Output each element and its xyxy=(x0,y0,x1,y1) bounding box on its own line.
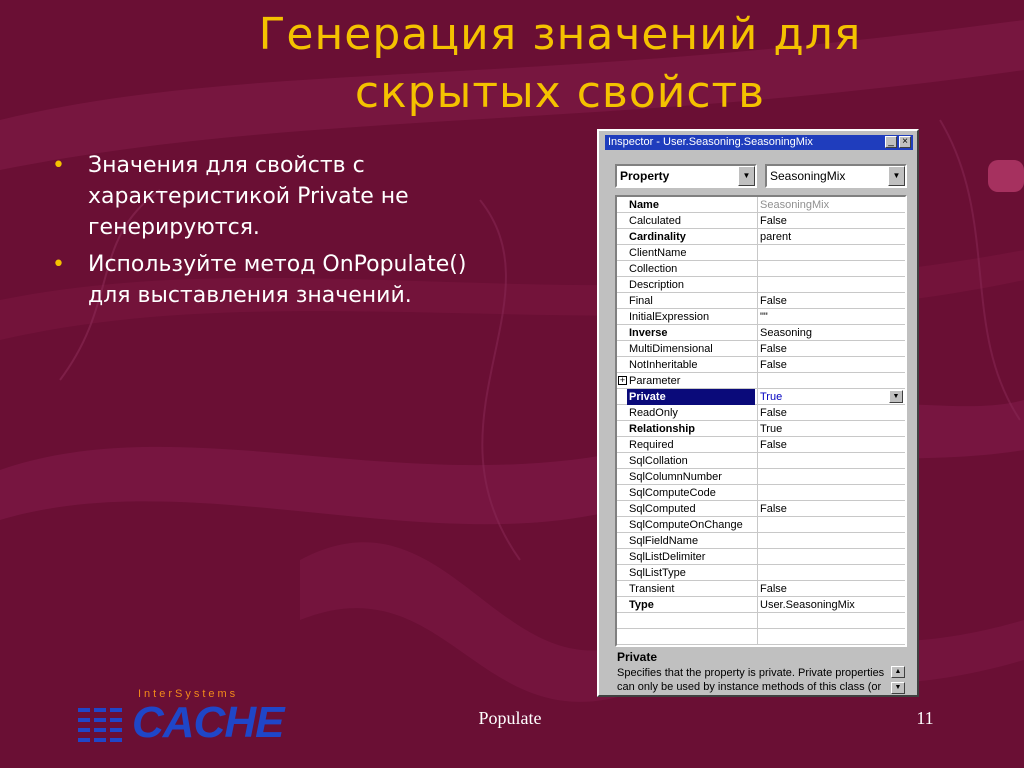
slide-title-line-2: скрытых свойств xyxy=(354,67,766,118)
property-row[interactable] xyxy=(617,373,905,389)
property-name: SqlComputed xyxy=(629,503,696,515)
property-row[interactable] xyxy=(617,325,905,341)
property-name: Relationship xyxy=(629,423,696,435)
property-value[interactable]: True xyxy=(757,389,905,405)
property-row[interactable] xyxy=(617,565,905,581)
property-name: Inverse xyxy=(629,327,668,339)
property-name: SqlCollation xyxy=(629,455,688,467)
property-row[interactable] xyxy=(617,293,905,309)
bullet-list xyxy=(52,150,492,317)
property-row[interactable] xyxy=(617,421,905,437)
property-name: SqlComputeOnChange xyxy=(629,519,743,531)
bullet-item xyxy=(52,150,492,243)
property-grid xyxy=(615,195,907,647)
expand-icon[interactable]: + xyxy=(619,375,626,385)
property-name: Name xyxy=(629,199,659,211)
empty-row xyxy=(617,629,905,645)
property-row[interactable] xyxy=(617,549,905,565)
property-value[interactable]: False xyxy=(757,213,905,229)
property-name: Transient xyxy=(629,583,675,595)
property-name: SqlComputeCode xyxy=(629,487,716,499)
property-name: SqlListDelimiter xyxy=(629,551,706,563)
property-row[interactable] xyxy=(617,405,905,421)
page-number: 11 xyxy=(916,708,934,728)
property-row[interactable] xyxy=(617,309,905,325)
property-value[interactable] xyxy=(757,549,905,565)
property-row[interactable] xyxy=(617,501,905,517)
logo-product: CACHE xyxy=(132,698,284,747)
empty-cell xyxy=(757,629,905,645)
property-value[interactable]: parent xyxy=(757,229,905,245)
empty-cell xyxy=(757,613,905,629)
property-value[interactable]: User.SeasoningMix xyxy=(757,597,905,613)
cache-logo-icon xyxy=(76,702,132,752)
property-value[interactable] xyxy=(757,485,905,501)
property-name: SqlFieldName xyxy=(629,535,699,547)
property-row[interactable] xyxy=(617,229,905,245)
property-name: Final xyxy=(629,295,653,307)
property-value[interactable]: SeasoningMix xyxy=(757,197,905,213)
property-name: Description xyxy=(629,279,685,291)
property-name: Required xyxy=(629,439,674,451)
property-name: SqlListType xyxy=(629,567,686,579)
property-row[interactable] xyxy=(617,581,905,597)
property-row[interactable] xyxy=(617,533,905,549)
property-name: NotInheritable xyxy=(629,359,698,371)
footer-label: Populate xyxy=(478,708,542,728)
property-value[interactable] xyxy=(757,469,905,485)
description-text: Specifies that the property is private. Private properties can only be used by instance methods of this class (or xyxy=(617,667,885,693)
item-combo[interactable] xyxy=(765,164,907,188)
property-value[interactable] xyxy=(757,245,905,261)
property-value[interactable]: False xyxy=(757,501,905,517)
property-name: Type xyxy=(629,599,654,611)
property-row[interactable] xyxy=(617,469,905,485)
property-value[interactable]: False xyxy=(757,437,905,453)
property-name: Calculated xyxy=(629,215,681,227)
property-value[interactable] xyxy=(757,277,905,293)
property-row[interactable] xyxy=(617,213,905,229)
property-name: Cardinality xyxy=(629,231,686,243)
property-name: InitialExpression xyxy=(629,311,710,323)
scroll-up-icon[interactable]: ▲ xyxy=(891,666,905,678)
property-value[interactable]: False xyxy=(757,405,905,421)
property-value[interactable]: "" xyxy=(757,309,905,325)
property-value[interactable]: Seasoning xyxy=(757,325,905,341)
property-value[interactable] xyxy=(757,453,905,469)
bullet-text: Значения для свойств с характеристикой Private не генерируются. xyxy=(88,153,409,240)
inspector-window xyxy=(597,129,919,697)
chevron-down-icon[interactable]: ▼ xyxy=(889,390,903,403)
property-name: MultiDimensional xyxy=(629,343,713,355)
bullet-item xyxy=(52,249,492,311)
empty-row xyxy=(617,613,905,629)
minimize-icon[interactable]: _ xyxy=(885,136,897,148)
description-scrollbar[interactable] xyxy=(891,666,905,694)
inspector-titlebar[interactable] xyxy=(605,135,913,150)
property-row[interactable] xyxy=(617,197,905,213)
bullet-text: Используйте метод OnPopulate() для выставления значений. xyxy=(88,252,467,308)
property-name: Collection xyxy=(629,263,678,275)
property-row[interactable] xyxy=(617,245,905,261)
chevron-down-icon[interactable]: ▼ xyxy=(888,166,905,186)
category-combo[interactable] xyxy=(615,164,757,188)
property-value[interactable]: True xyxy=(757,421,905,437)
scroll-down-icon[interactable]: ▼ xyxy=(891,682,905,694)
property-row[interactable] xyxy=(617,389,905,405)
category-combo-value: Property xyxy=(620,169,670,183)
property-value[interactable]: False xyxy=(757,581,905,597)
property-value[interactable] xyxy=(757,517,905,533)
description-title: Private xyxy=(617,650,658,664)
property-value[interactable] xyxy=(757,533,905,549)
property-row[interactable] xyxy=(617,485,905,501)
property-value[interactable] xyxy=(757,373,905,389)
property-name: Parameter xyxy=(629,375,681,387)
property-row[interactable] xyxy=(617,261,905,277)
item-combo-value: SeasoningMix xyxy=(770,169,846,183)
property-name: Private xyxy=(627,389,755,405)
property-row[interactable] xyxy=(617,517,905,533)
property-row[interactable] xyxy=(617,453,905,469)
inspector-title: Inspector - User.Seasoning.SeasoningMix xyxy=(608,136,813,148)
bullet-icon: • xyxy=(52,252,65,277)
logo-brand: InterSystems xyxy=(138,688,239,700)
property-name: ReadOnly xyxy=(629,407,678,419)
property-row[interactable] xyxy=(617,277,905,293)
property-value[interactable]: False xyxy=(757,341,905,357)
chevron-down-icon[interactable]: ▼ xyxy=(738,166,755,186)
bullet-icon: • xyxy=(52,153,65,178)
property-value[interactable] xyxy=(757,261,905,277)
property-value[interactable]: False xyxy=(757,293,905,309)
close-icon[interactable]: × xyxy=(899,136,911,148)
slide-title-line-1: Генерация значений для xyxy=(258,9,862,60)
intersystems-logo xyxy=(76,688,284,748)
property-value[interactable] xyxy=(757,565,905,581)
property-name: SqlColumnNumber xyxy=(629,471,722,483)
slide-title xyxy=(160,6,960,122)
property-row[interactable] xyxy=(617,341,905,357)
property-name: ClientName xyxy=(629,247,687,259)
property-row[interactable] xyxy=(617,597,905,613)
property-row[interactable] xyxy=(617,357,905,373)
property-row[interactable] xyxy=(617,437,905,453)
property-value[interactable]: False xyxy=(757,357,905,373)
